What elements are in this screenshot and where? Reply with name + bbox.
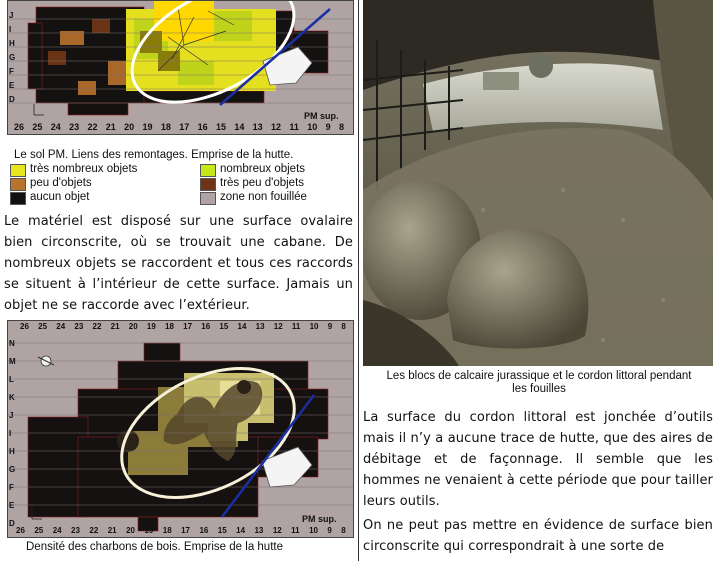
row-label: F: [9, 483, 14, 492]
legend-label: zone non fouillée: [220, 191, 307, 203]
legend-swatch: [200, 192, 216, 205]
col-label: 9: [325, 122, 331, 132]
row-label: M: [9, 357, 16, 366]
excavation-photo: [363, 0, 713, 366]
paragraph-left: Le matériel est disposé sur une surface ovalaire bien circonscrite, où se trouvait une cabane. De nombreux objets se raccordent et tous ces raccords se situent à l’intérieur de cette surface. Jamais un objet ne se raccorde avec l’extérieur.: [4, 214, 353, 313]
row-label: N: [9, 339, 15, 348]
col-label: 11: [289, 122, 299, 132]
legend-label: aucun objet: [30, 191, 90, 203]
row-label: L: [9, 375, 14, 384]
col-label: 22: [92, 322, 102, 331]
col-label: 8: [341, 322, 346, 331]
bottom-map: [7, 320, 354, 538]
row-label: E: [9, 501, 15, 510]
pm-label: PM sup.: [302, 514, 337, 524]
row-label: E: [9, 81, 15, 90]
col-label: 12: [272, 526, 282, 535]
paragraph-right-2: On ne peut pas mettre en évidence de surface bien circonscrite qui correspondrait à une sorte de: [363, 518, 713, 554]
pm-label: PM sup.: [304, 111, 339, 121]
col-label: 18: [162, 526, 172, 535]
legend-label: très nombreux objets: [30, 163, 138, 175]
paragraph-right-1: La surface du cordon littoral est jonchée d’outils mais il n’y a aucune trace de hutte, que des aires de débitage et de façonnage. Il semble que les hommes ne venaient à cette période que pour tailler leurs outils.: [363, 410, 713, 509]
col-label: 21: [105, 122, 116, 132]
col-label: 13: [252, 122, 263, 132]
legend-swatch: [10, 192, 26, 205]
col-label: 16: [199, 526, 209, 535]
legend-swatch: [200, 164, 216, 177]
col-label: 23: [69, 122, 80, 132]
bottom-map-graphic: [8, 321, 353, 537]
col-label: 9: [327, 526, 332, 535]
legend-label: très peu d'objets: [220, 177, 305, 189]
col-label: 13: [254, 526, 264, 535]
row-label: G: [9, 53, 16, 62]
row-label: K: [9, 393, 15, 402]
col-label: 22: [89, 526, 99, 535]
legend-label: peu d'objets: [30, 177, 92, 189]
col-label: 20: [126, 526, 135, 535]
top-map-caption: Le sol PM. Liens des remontages. Emprise de la hutte.: [14, 149, 294, 161]
col-label: 17: [179, 122, 190, 132]
row-label: J: [9, 11, 14, 20]
col-label: 23: [71, 526, 80, 535]
legend-swatch: [10, 178, 26, 191]
bottom-map-caption: Densité des charbons de bois. Emprise de la hutte: [26, 541, 283, 553]
column-labels-top: [20, 322, 346, 331]
col-label: 17: [183, 322, 193, 331]
row-labels-left: [9, 335, 16, 533]
row-label: D: [9, 519, 15, 528]
row-labels-left: [9, 9, 15, 107]
row-label: F: [9, 67, 14, 76]
col-label: 16: [197, 122, 208, 132]
col-label: 10: [307, 122, 318, 132]
col-label: 26: [20, 322, 29, 331]
col-label: 24: [52, 526, 62, 535]
row-label: H: [9, 39, 15, 48]
col-label: 8: [338, 122, 344, 132]
col-label: 16: [201, 322, 211, 331]
row-label: H: [9, 447, 15, 456]
row-label: J: [9, 411, 14, 420]
col-label: 24: [56, 322, 66, 331]
col-label: 23: [74, 322, 84, 331]
col-label: 15: [219, 322, 229, 331]
row-label: I: [9, 25, 12, 34]
col-label: 26: [14, 122, 25, 132]
legend-label: nombreux objets: [220, 163, 306, 175]
col-label: 21: [107, 526, 117, 535]
col-label: 19: [144, 526, 154, 535]
row-label: D: [9, 95, 15, 104]
col-label: 10: [309, 526, 318, 535]
col-label: 13: [255, 322, 265, 331]
col-label: 25: [38, 322, 48, 331]
col-label: 22: [87, 122, 98, 132]
legend-swatch: [200, 178, 216, 191]
col-label: 18: [165, 322, 174, 331]
col-label: 25: [34, 526, 44, 535]
col-label: 10: [309, 322, 319, 331]
col-label: 17: [181, 526, 190, 535]
top-map: [7, 0, 354, 135]
top-map-graphic: [8, 1, 353, 134]
col-label: 19: [142, 122, 153, 132]
column-divider: [358, 0, 359, 561]
col-label: 12: [271, 122, 282, 132]
col-label: 15: [217, 526, 227, 535]
col-label: 20: [128, 322, 138, 331]
col-label: 15: [215, 122, 226, 132]
photo-caption: Les blocs de calcaire jurassique et le cordon littoral pendant les fouilles: [386, 370, 692, 395]
col-label: 25: [32, 122, 43, 132]
col-label: 8: [341, 526, 346, 535]
col-label: 11: [291, 322, 301, 331]
row-label: G: [9, 465, 16, 474]
col-label: 19: [146, 322, 156, 331]
col-label: 26: [16, 526, 25, 535]
col-label: 14: [236, 526, 246, 535]
col-label: 9: [327, 322, 333, 331]
col-label: 18: [160, 122, 171, 132]
col-label: 24: [50, 122, 61, 132]
column-labels-bottom: [16, 526, 346, 535]
row-label: I: [9, 429, 12, 438]
legend-swatch: [10, 164, 26, 177]
col-label: 21: [110, 322, 120, 331]
col-label: 12: [273, 322, 283, 331]
col-label: 14: [237, 322, 247, 331]
col-label: 20: [124, 122, 135, 132]
col-label: 11: [291, 526, 300, 535]
col-label: 14: [234, 122, 245, 132]
column-labels: [14, 122, 344, 132]
